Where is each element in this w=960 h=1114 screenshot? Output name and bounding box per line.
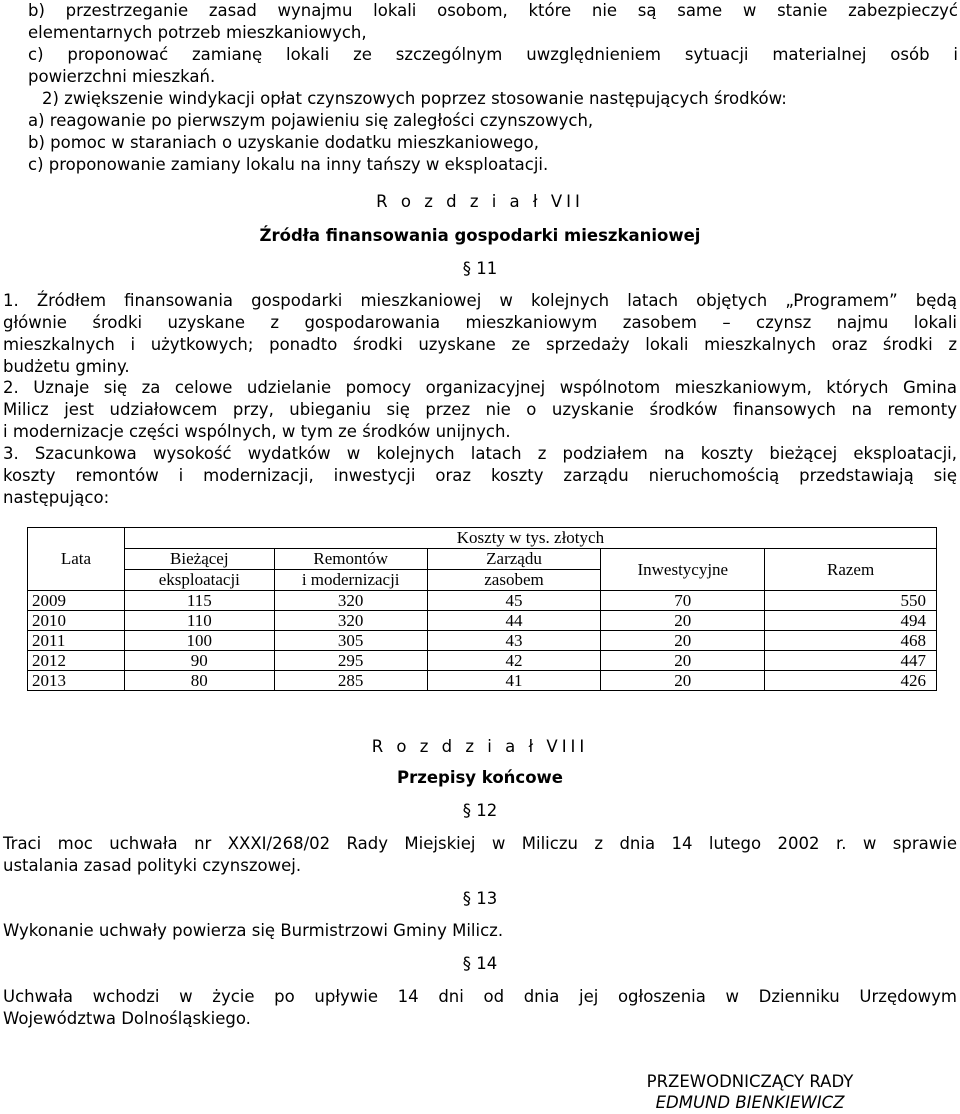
cell-repairs: 305 bbox=[274, 631, 427, 651]
chapter-heading: R o z d z i a ł VIII bbox=[371, 737, 589, 756]
paragraph-number: § 13 bbox=[462, 889, 498, 908]
header-total: Razem bbox=[765, 549, 937, 591]
signature-name: EDMUND BIENKIEWICZ bbox=[655, 1093, 845, 1112]
chapter-heading: R o z d z i a ł VII bbox=[376, 192, 584, 211]
header-repairs-1: Remontów bbox=[274, 549, 427, 570]
cell-year: 2013 bbox=[28, 671, 125, 691]
text-line: Traci moc uchwała nr XXXI/268/02 Rady Miejskiej w Miliczu z dnia 14 lutego 2002 r. w sprawie bbox=[3, 834, 957, 853]
cell-total: 550 bbox=[765, 591, 937, 611]
cell-year: 2011 bbox=[28, 631, 125, 651]
cell-total: 494 bbox=[765, 611, 937, 631]
cell-mgmt: 43 bbox=[427, 631, 601, 651]
text-line: b) przestrzeganie zasad wynajmu lokali osobom, które nie są same w stanie zabezpieczyć bbox=[28, 1, 958, 20]
text-line: Milicz jest udziałowcem przy, ubieganiu się przez nie o uzyskanie środków finansowych na remonty bbox=[3, 400, 957, 419]
cell-mgmt: 44 bbox=[427, 611, 601, 631]
cell-invest: 20 bbox=[601, 631, 765, 651]
cell-mgmt: 41 bbox=[427, 671, 601, 691]
signature-role: PRZEWODNICZĄCY RADY bbox=[646, 1072, 854, 1091]
chapter-title: Źródła finansowania gospodarki mieszkaniowej bbox=[259, 226, 701, 245]
text-line: Uchwała wchodzi w życie po upływie 14 dni od dnia jej ogłoszenia w Dzienniku Urzędowym bbox=[3, 987, 957, 1006]
text-line: Województwa Dolnośląskiego. bbox=[3, 1009, 251, 1028]
cell-mgmt: 45 bbox=[427, 591, 601, 611]
header-current-2: eksploatacji bbox=[124, 570, 274, 591]
text-line: c) proponowanie zamiany lokalu na inny tańszy w eksploatacji. bbox=[28, 155, 549, 174]
table-row bbox=[28, 671, 937, 691]
paragraph-number: § 12 bbox=[462, 801, 498, 820]
cell-repairs: 320 bbox=[274, 591, 427, 611]
text-line: powierzchni mieszkań. bbox=[28, 67, 216, 86]
cell-invest: 20 bbox=[601, 671, 765, 691]
paragraph-number: § 14 bbox=[462, 954, 498, 973]
cell-current: 90 bbox=[124, 651, 274, 671]
text-line: 3. Szacunkowa wysokość wydatków w kolejnych latach z podziałem na koszty bieżącej eksploatacji, bbox=[3, 444, 957, 463]
header-group: Koszty w tys. złotych bbox=[124, 528, 936, 549]
header-year: Lata bbox=[28, 528, 125, 591]
header-current-1: Bieżącej bbox=[124, 549, 274, 570]
text-line: c) proponować zamianę lokali ze szczególnym uwzględnieniem sytuacji materialnej osób i bbox=[28, 45, 958, 64]
cell-total: 447 bbox=[765, 651, 937, 671]
cell-invest: 20 bbox=[601, 651, 765, 671]
cell-current: 100 bbox=[124, 631, 274, 651]
costs-table bbox=[27, 527, 937, 691]
text-line: a) reagowanie po pierwszym pojawieniu się zaległości czynszowych, bbox=[28, 111, 594, 130]
header-mgmt-1: Zarządu bbox=[427, 549, 601, 570]
table-row bbox=[28, 651, 937, 671]
cell-current: 115 bbox=[124, 591, 274, 611]
text-line: koszty remontów i modernizacji, inwestycji oraz koszty zarządu nieruchomością przedstawiają się bbox=[3, 466, 957, 485]
text-line: ustalania zasad polityki czynszowej. bbox=[3, 856, 302, 875]
cell-mgmt: 42 bbox=[427, 651, 601, 671]
chapter-title: Przepisy końcowe bbox=[397, 768, 563, 787]
cell-invest: 70 bbox=[601, 591, 765, 611]
text-line: i modernizacje części wspólnych, w tym ze środków unijnych. bbox=[3, 422, 511, 441]
cell-year: 2009 bbox=[28, 591, 125, 611]
text-line: mieszkalnych i użytkowych; ponadto środki uzyskane ze sprzedaży lokali mieszkalnych oraz środki z bbox=[3, 335, 957, 354]
text-line: następująco: bbox=[3, 488, 110, 507]
table-row bbox=[28, 611, 937, 631]
cell-current: 110 bbox=[124, 611, 274, 631]
cell-total: 426 bbox=[765, 671, 937, 691]
text-line: elementarnych potrzeb mieszkaniowych, bbox=[28, 23, 367, 42]
text-line: Wykonanie uchwały powierza się Burmistrzowi Gminy Milicz. bbox=[3, 921, 504, 940]
text-line: b) pomoc w staraniach o uzyskanie dodatku mieszkaniowego, bbox=[28, 133, 539, 152]
cell-total: 468 bbox=[765, 631, 937, 651]
text-line: 1. Źródłem finansowania gospodarki mieszkaniowej w kolejnych latach objętych „Programem” będą bbox=[3, 291, 957, 310]
text-line: 2) zwiększenie windykacji opłat czynszowych poprzez stosowanie następujących środków: bbox=[42, 89, 787, 108]
cell-invest: 20 bbox=[601, 611, 765, 631]
cell-year: 2012 bbox=[28, 651, 125, 671]
header-invest: Inwestycyjne bbox=[601, 549, 765, 591]
header-repairs-2: i modernizacji bbox=[274, 570, 427, 591]
text-line: głównie środki uzyskane z gospodarowania mieszkaniowym zasobem – czynsz najmu lokali bbox=[3, 313, 957, 332]
text-line: budżetu gminy. bbox=[3, 357, 130, 376]
table-row bbox=[28, 591, 937, 611]
cell-repairs: 295 bbox=[274, 651, 427, 671]
cell-year: 2010 bbox=[28, 611, 125, 631]
paragraph-number: § 11 bbox=[462, 259, 498, 278]
cell-repairs: 320 bbox=[274, 611, 427, 631]
cell-repairs: 285 bbox=[274, 671, 427, 691]
table-row bbox=[28, 631, 937, 651]
header-mgmt-2: zasobem bbox=[427, 570, 601, 591]
cell-current: 80 bbox=[124, 671, 274, 691]
text-line: 2. Uznaje się za celowe udzielanie pomocy organizacyjnej wspólnotom mieszkaniowym, których Gmina bbox=[3, 378, 957, 397]
